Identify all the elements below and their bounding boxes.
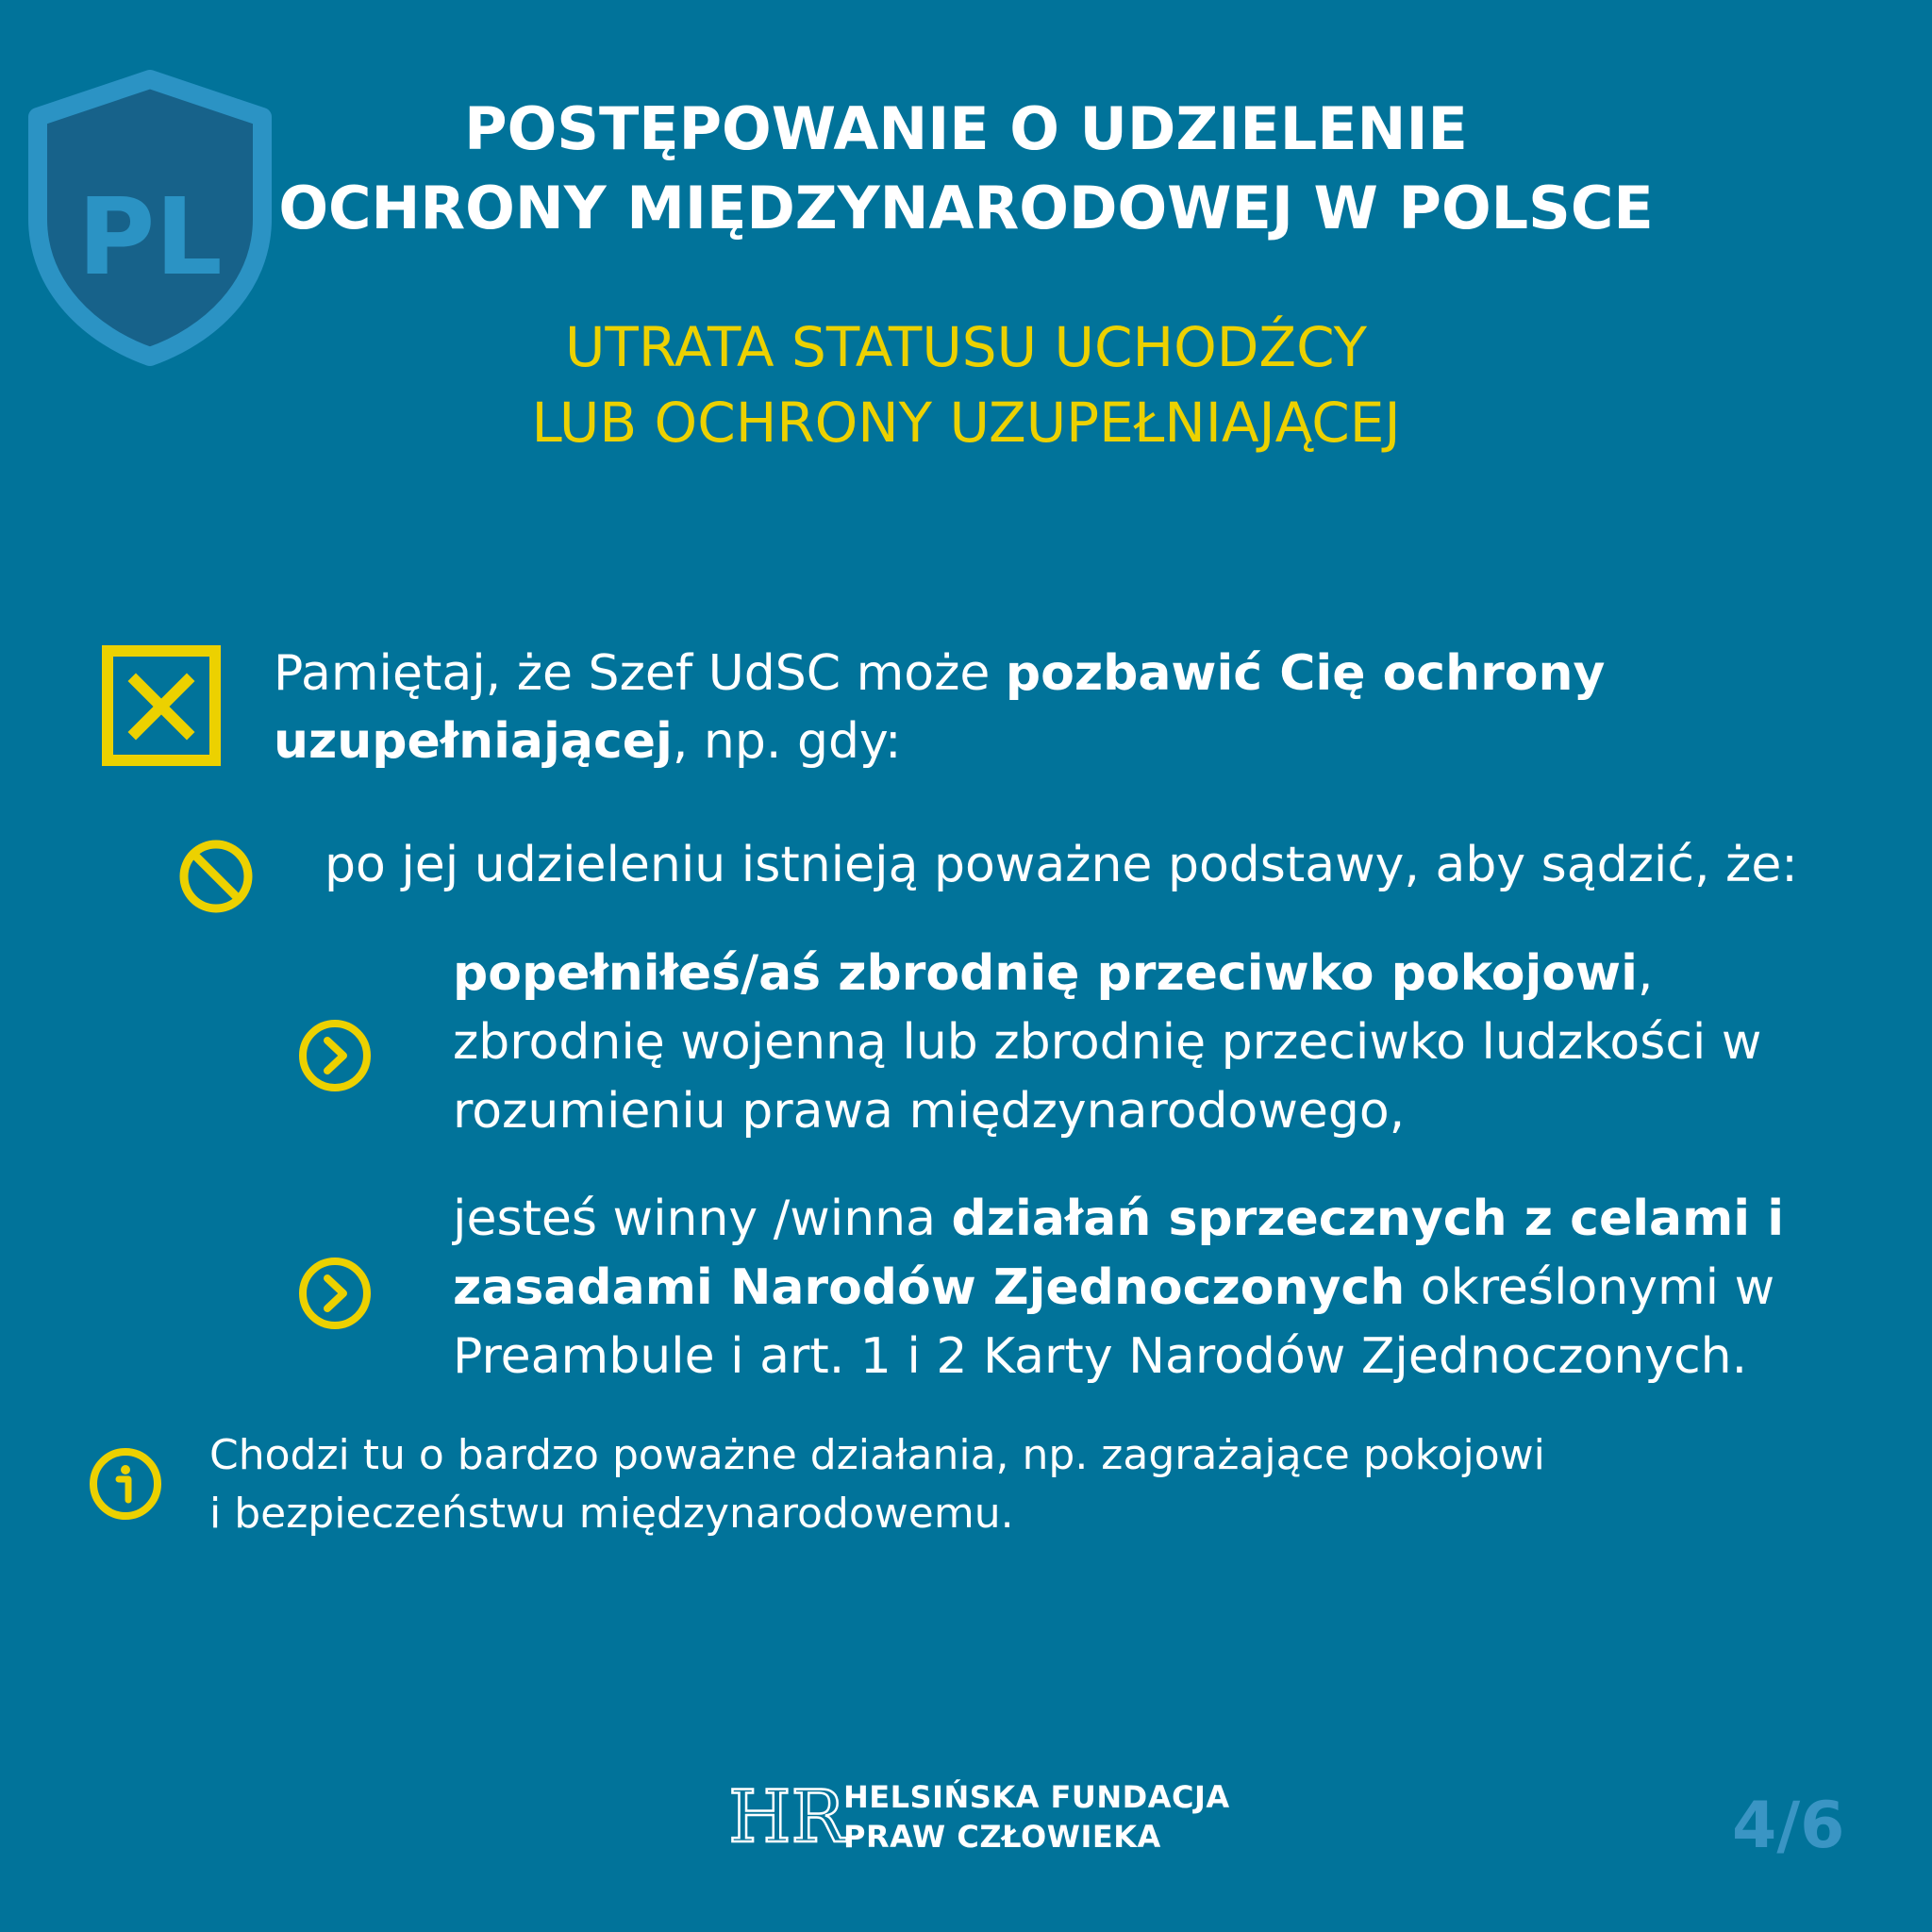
- org-line-2: PRAW CZŁOWIEKA: [843, 1819, 1161, 1855]
- list-item: [453, 1185, 1849, 1391]
- intro-paragraph: [274, 640, 1651, 775]
- page-title: [189, 90, 1743, 248]
- chevron-circle-right-icon: [296, 1017, 374, 1094]
- bullet-2-text: jesteś winny /winna: [453, 1191, 952, 1247]
- bullet-2-text-after: określonymi w Preambule i art. 1 i 2 Karty Narodów Zjednoczonych.: [453, 1259, 1775, 1385]
- title-line-2: OCHRONY MIĘDZYNARODOWEJ W POLSCE: [278, 174, 1654, 242]
- bullet-2-bold: działań sprzecznych z celami i zasadami Narodów Zjednoczonych: [453, 1191, 1785, 1316]
- bullet-1-text: , zbrodnię wojenną lub zbrodnię przeciwko ludzkości w rozumieniu prawa międzynarodowego,: [453, 945, 1762, 1140]
- badge-text: PL: [77, 176, 223, 299]
- x-box-icon: [102, 645, 221, 766]
- no-entry-icon: [177, 838, 255, 915]
- intro-bold: pozbawić Cię ochrony uzupełniającej: [274, 645, 1606, 770]
- subtitle-line-1: UTRATA STATUSU UCHODŹCY: [564, 315, 1368, 379]
- page-number: 4/6: [1732, 1789, 1845, 1863]
- note-line-1: Chodzi tu o bardzo poważne działania, np. zagrażające pokojowi: [209, 1431, 1545, 1479]
- chevron-circle-right-icon: [296, 1255, 374, 1332]
- subtitle-line-2: LUB OCHRONY UZUPEŁNIAJĄCEJ: [531, 391, 1401, 455]
- organization-name: [843, 1777, 1230, 1857]
- intro-text: Pamiętaj, że Szef UdSC może: [274, 645, 1006, 702]
- logo-text: HR: [728, 1774, 845, 1858]
- note-line-2: i bezpieczeństwu międzynarodowemu.: [209, 1490, 1014, 1538]
- info-circle-icon: [87, 1445, 164, 1523]
- hfhr-logo: [728, 1774, 845, 1858]
- title-line-1: POSTĘPOWANIE O UDZIELENIE: [464, 94, 1468, 163]
- condition-text: po jej udzieleniu istnieją poważne podstawy, aby sądzić, że:: [325, 837, 1798, 893]
- list-item: [453, 940, 1849, 1146]
- page-subtitle: [189, 309, 1743, 460]
- intro-text-after: , np. gdy:: [672, 713, 902, 770]
- bullet-1-bold: popełniłeś/aś zbrodnię przeciwko pokojowi: [453, 945, 1638, 1002]
- info-note: [209, 1426, 1624, 1543]
- org-line-1: HELSIŃSKA FUNDACJA: [843, 1779, 1230, 1815]
